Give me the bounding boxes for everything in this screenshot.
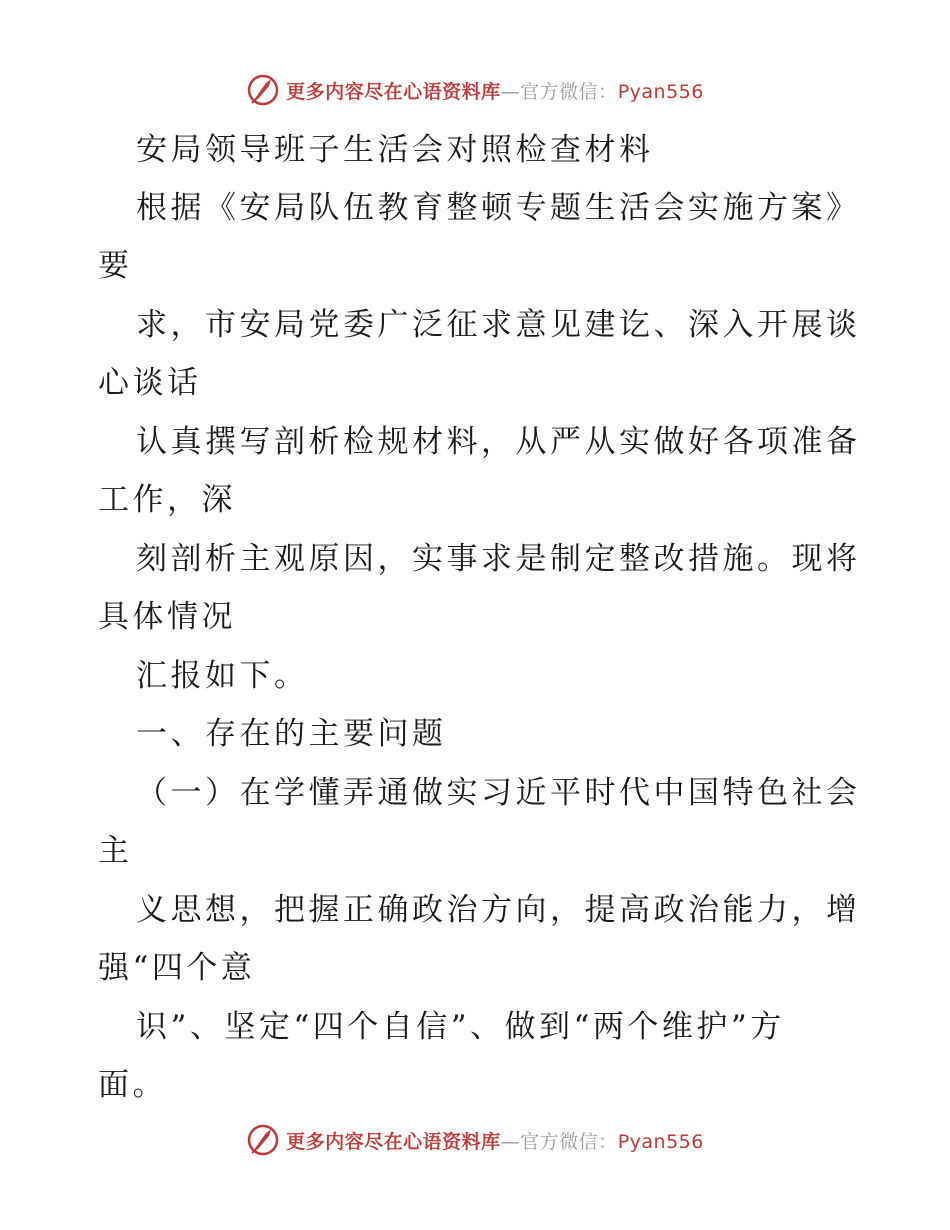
- header-watermark: [0, 70, 950, 110]
- section-heading: 一、存在的主要问题: [136, 716, 447, 752]
- paragraph-line: 汇报如下。: [136, 658, 309, 694]
- subsection-heading: （一）在学懂弄通做实习近平时代中国特色社会: [136, 775, 861, 811]
- watermark-wechat-label: 官方微信：: [520, 1130, 618, 1153]
- paragraph-line: 主: [98, 833, 133, 869]
- watermark-wechat-label: 官方微信：: [520, 80, 618, 103]
- watermark-wechat-id: Pyan556: [617, 80, 704, 103]
- paragraph-line: 刻剖析主观原因，实事求是制定整改措施。现将: [136, 541, 861, 577]
- watermark-group: [246, 1123, 704, 1157]
- watermark-brand: 更多内容尽在心语资料库: [286, 1130, 501, 1153]
- paragraph-line: 认真撰写剖析检规材料，从严从实做好各项准备: [136, 424, 861, 460]
- document-title: 安局领导班子生活会对照检查材料: [136, 132, 654, 168]
- paragraph-line: 工作，深: [98, 482, 236, 518]
- paragraph-line: 义思想，把握正确政治方向，提高政治能力，增: [136, 892, 861, 928]
- paragraph-line: 求，市安局党委广泛征求意见建讫、深入开展谈: [136, 307, 861, 343]
- watermark-separator: —: [500, 80, 521, 103]
- quill-pen-logo-icon: [246, 1123, 280, 1157]
- paragraph-line: 面。: [98, 1067, 167, 1103]
- watermark-brand: 更多内容尽在心语资料库: [286, 80, 501, 103]
- quill-pen-logo-icon: [246, 73, 280, 107]
- paragraph-line: 心谈话: [98, 365, 202, 401]
- paragraph-line: 要: [98, 248, 133, 284]
- paragraph-line: 强“四个意: [98, 950, 256, 986]
- watermark-separator: —: [500, 1130, 521, 1153]
- watermark-text: [286, 77, 704, 104]
- watermark-text: [286, 1127, 704, 1154]
- footer-watermark: [0, 1120, 950, 1160]
- paragraph-line: 识”、坚定“四个自信”、做到“两个维护”方: [136, 1009, 785, 1045]
- paragraph-line: 具体情况: [98, 599, 236, 635]
- paragraph-line: 根据《安局队伍教育整顿专题生活会实施方案》: [136, 190, 861, 226]
- watermark-group: [246, 73, 704, 107]
- watermark-wechat-id: Pyan556: [617, 1130, 704, 1153]
